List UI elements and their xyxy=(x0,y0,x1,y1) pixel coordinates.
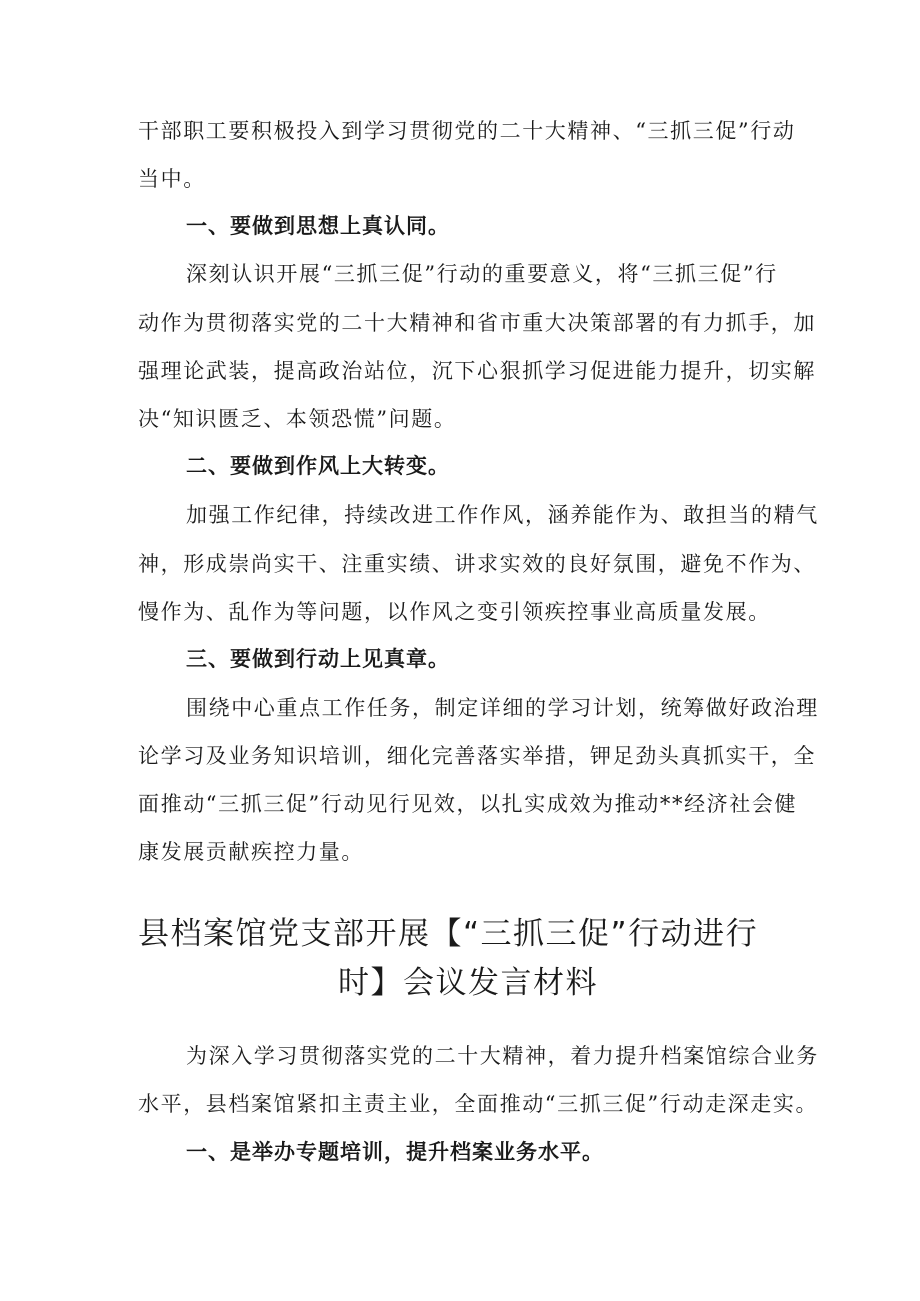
paragraph-line: 慢作为、乱作为等问题，以作风之变引领疾控事业高质量发展。 xyxy=(138,600,771,624)
document-title-line: 时】会议发言材料 xyxy=(338,965,598,1001)
paragraph-line: 围绕中心重点工作任务，制定详细的学习计划，统筹做好政治理 xyxy=(186,696,819,720)
paragraph-line: 为深入学习贯彻落实党的二十大精神，着力提升档案馆综合业务 xyxy=(186,1044,819,1068)
paragraph-line: 面推动“三抓三促”行动见行见效，以扎实成效为推动**经济社会健 xyxy=(138,792,798,816)
paragraph-line: 水平，县档案馆紧扣主责主业，全面推动“三抓三促”行动走深走实。 xyxy=(138,1092,819,1116)
section-heading: 二、要做到作风上大转变。 xyxy=(186,454,450,478)
paragraph-line: 当中。 xyxy=(138,167,206,191)
document-title-line: 县档案馆党支部开展【“三抓三促”行动进行 xyxy=(138,916,759,952)
paragraph-line: 神，形成崇尚实干、注重实绩、讲求实效的良好氛围，避免不作为、 xyxy=(138,552,816,576)
paragraph-line: 动作为贯彻落实党的二十大精神和省市重大决策部署的有力抓手，加 xyxy=(138,311,816,335)
section-heading: 一、是举办专题培训，提升档案业务水平。 xyxy=(186,1140,604,1164)
paragraph-line: 深刻认识开展“三抓三促”行动的重要意义，将“三抓三促”行 xyxy=(186,262,778,286)
paragraph-line: 论学习及业务知识培训，细化完善落实举措，钾足劲头真抓实干，全 xyxy=(138,744,816,768)
section-heading: 一、要做到思想上真认同。 xyxy=(186,214,450,238)
paragraph-line: 加强工作纪律，持续改进工作作风，涵养能作为、敢担当的精气 xyxy=(186,503,819,527)
paragraph-line: 干部职工要积极投入到学习贯彻党的二十大精神、“三抓三促”行动 xyxy=(138,119,796,143)
paragraph-line: 强理论武装，提高政治站位，沉下心狠抓学习促进能力提升，切实解 xyxy=(138,359,816,383)
section-heading: 三、要做到行动上见真章。 xyxy=(186,647,450,671)
paragraph-line: 决“知识匮乏、本领恐慌”问题。 xyxy=(138,407,457,431)
paragraph-line: 康发展贡献疾控力量。 xyxy=(138,840,364,864)
